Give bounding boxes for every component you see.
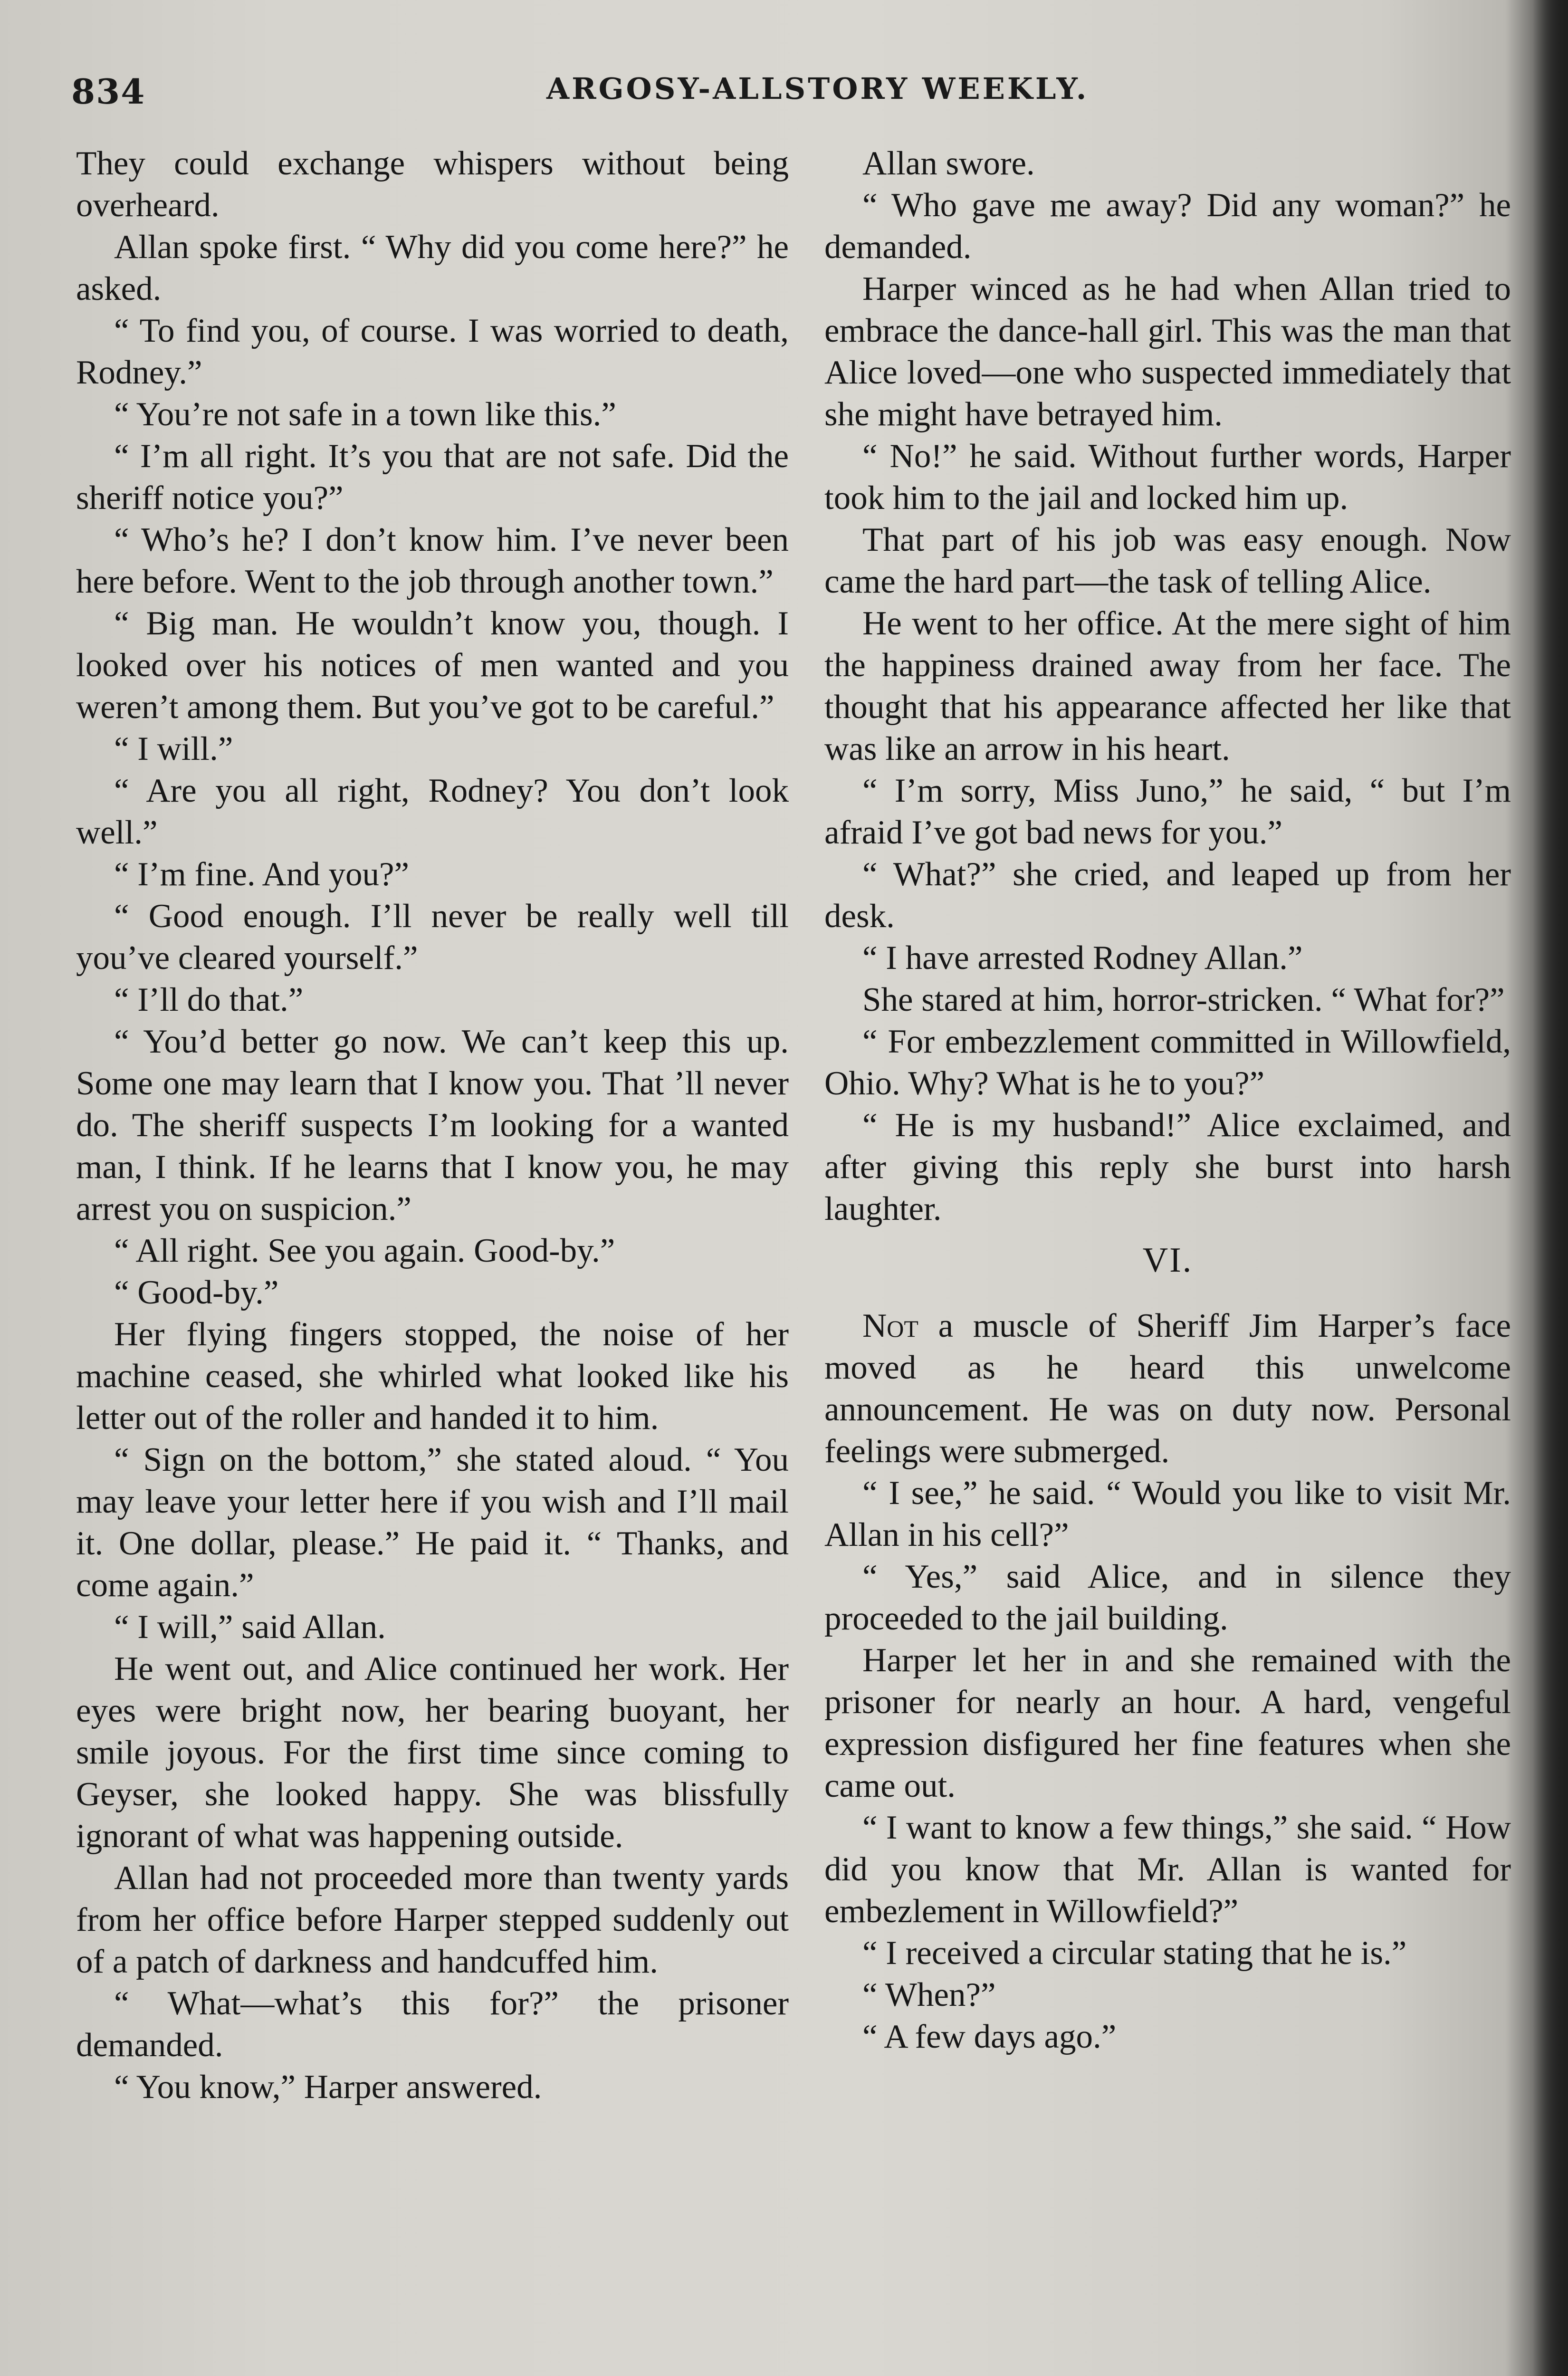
paragraph: “ Good-by.”: [114, 1274, 279, 1311]
chapter-opening-smallcaps: Not: [862, 1307, 918, 1344]
paragraph: “ You’re not safe in a town like this.”: [114, 396, 616, 433]
paragraph: He went to her office. At the mere sight of him the happiness drained away from her face. The thought that his appearance affected her like that was like an arrow in his heart.: [824, 605, 1511, 767]
paragraph: “ I want to know a few things,” she said. “ How did you know that Mr. Allan is wanted for embezlement in Willowfield?”: [824, 1809, 1511, 1930]
paragraph: “ I’m all right. It’s you that are not safe. Did the sheriff notice you?”: [76, 438, 789, 517]
paragraph: “ I’m sorry, Miss Juno,” he said, “ but I’m afraid I’ve got bad news for you.”: [824, 772, 1511, 851]
paragraph: “ Good enough. I’ll never be really well till you’ve cleared yourself.”: [76, 898, 789, 977]
paragraph: They could exchange whispers without being overheard.: [76, 145, 789, 224]
paragraph: “ He is my husband!” Alice exclaimed, and after giving this reply she burst into harsh laughter.: [824, 1107, 1511, 1227]
page-number: 834: [71, 71, 146, 112]
paragraph: “ I will.”: [114, 730, 233, 767]
paragraph: Allan swore.: [862, 145, 1035, 182]
paragraph: Harper winced as he had when Allan tried to embrace the dance-hall girl. This was the man that Alice loved—one who suspected immediately that she might have betrayed him.: [824, 270, 1511, 433]
paragraph: “ Big man. He wouldn’t know you, though. I looked over his notices of men wanted and you weren’t among them. But you’ve got to be careful.”: [76, 605, 789, 726]
left-column: [76, 143, 789, 2108]
paragraph: “ You know,” Harper answered.: [114, 2069, 542, 2106]
paragraph: Allan had not proceeded more than twenty yards from her office before Harper stepped suddenly out of a patch of darkness and handcuffed him.: [76, 1859, 789, 1980]
chapter-opening-text: a muscle of Sheriff Jim Harper’s face moved as he heard this unwelcome announcement. He was on duty now. Personal feelings were submerged.: [824, 1307, 1511, 1470]
right-column-text-before-chapter: [824, 143, 1511, 1230]
paragraph: “ I’m fine. And you?”: [114, 856, 410, 893]
paragraph: That part of his job was easy enough. Now came the hard part—the task of telling Alice.: [824, 521, 1511, 600]
running-title: ARGOSY-ALLSTORY WEEKLY.: [546, 71, 1089, 106]
paragraph: “ Yes,” said Alice, and in silence they proceeded to the jail building.: [824, 1558, 1511, 1637]
paragraph: Her flying fingers stopped, the noise of her machine ceased, she whirled what looked like his letter out of the roller and handed it to him.: [76, 1316, 789, 1437]
paragraph: “ Are you all right, Rodney? You don’t look well.”: [76, 772, 789, 851]
paragraph: “ What—what’s this for?” the prisoner demanded.: [76, 1985, 789, 2064]
paragraph: “ Sign on the bottom,” she stated aloud. “ You may leave your letter here if you wish and I’ll mail it. One dollar, please.” He paid it. “ Thanks, and come again.”: [76, 1441, 789, 1604]
paragraph: “ Who’s he? I don’t know him. I’ve never been here before. Went to the job through another town.”: [76, 521, 789, 600]
paragraph: “ A few days ago.”: [862, 2018, 1117, 2055]
paragraph: She stared at him, horror-stricken. “ What for?”: [862, 981, 1505, 1018]
paragraph: “ I see,” he said. “ Would you like to visit Mr. Allan in his cell?”: [824, 1475, 1511, 1553]
paragraph: “ You’d better go now. We can’t keep this up. Some one may learn that I know you. That ’ll never do. The sheriff suspects I’m looking for a wanted man, I think. If he learns that I know you, he may arrest you on suspicion.”: [76, 1023, 789, 1227]
right-column-text-after-chapter: [824, 1472, 1511, 2058]
paragraph: “ All right. See you again. Good-by.”: [114, 1232, 615, 1269]
paragraph: “ To find you, of course. I was worried to death, Rodney.”: [76, 312, 789, 391]
paragraph: “ I will,” said Allan.: [114, 1609, 386, 1646]
chapter-heading: VI.: [1142, 1241, 1193, 1280]
page-spine-shadow: [1532, 0, 1568, 2376]
page-header: [71, 71, 1497, 114]
paragraph: He went out, and Alice continued her work. Her eyes were bright now, her bearing buoyant, her smile joyous. For the first time since coming to Geyser, she looked happy. She was blissfully ignorant of what was happening outside.: [76, 1650, 789, 1855]
right-column: [824, 143, 1511, 2058]
paragraph: Harper let her in and she remained with the prisoner for nearly an hour. A hard, vengeful expression disfigured her fine features when she came out.: [824, 1642, 1511, 1804]
paragraph: “ I’ll do that.”: [114, 981, 304, 1018]
paragraph: “ No!” he said. Without further words, Harper took him to the jail and locked him up.: [824, 438, 1511, 517]
paragraph: Allan spoke first. “ Why did you come here?” he asked.: [76, 229, 789, 307]
paragraph: “ When?”: [862, 1976, 996, 2013]
paragraph: “ I received a circular stating that he is.”: [862, 1935, 1407, 1972]
paragraph: “ I have arrested Rodney Allan.”: [862, 939, 1303, 977]
paragraph: “ For embezzlement committed in Willowfield, Ohio. Why? What is he to you?”: [824, 1023, 1511, 1102]
paragraph: “ Who gave me away? Did any woman?” he demanded.: [824, 187, 1511, 266]
chapter-opening-paragraph: [824, 1305, 1511, 1472]
paragraph: “ What?” she cried, and leaped up from her desk.: [824, 856, 1511, 935]
